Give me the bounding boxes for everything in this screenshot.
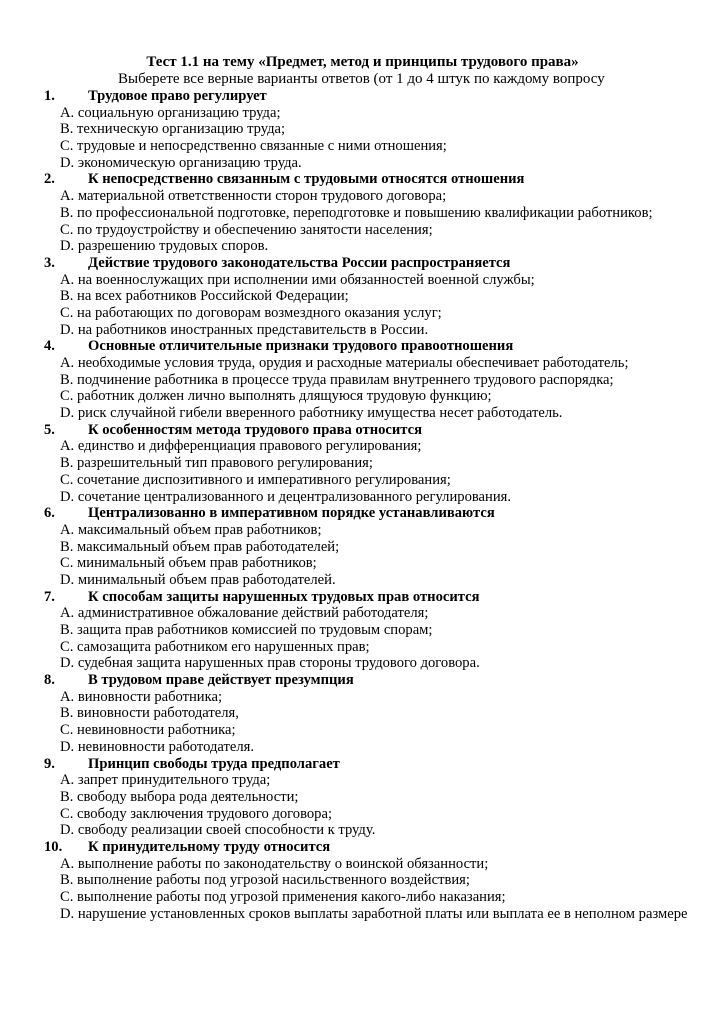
question-5 — [0, 422, 725, 505]
answer-option: D. риск случайной гибели вверенного работнику имущества несет работодатель. — [60, 405, 563, 422]
answer-option: B. разрешительный тип правового регулирования; — [60, 455, 373, 472]
question-text: Централизованно в императивном порядке устанавливаются — [88, 505, 495, 522]
question-4 — [0, 338, 725, 421]
question-heading — [0, 756, 725, 773]
question-number: 10. — [44, 838, 63, 855]
question-heading — [0, 422, 725, 439]
answer-option: A. необходимые условия труда, орудия и расходные материалы обеспечивает работодатель; — [60, 355, 629, 371]
answer-option: D. свободу реализации своей способности к труду. — [60, 822, 376, 839]
question-10 — [0, 839, 725, 922]
question-number: 7. — [44, 588, 55, 605]
answer-option: B. защита прав работников комиссией по трудовым спорам; — [60, 622, 433, 638]
answer-option: A. максимальный объем прав работников; — [60, 521, 322, 538]
question-number: 3. — [44, 254, 55, 271]
question-number: 9. — [44, 755, 55, 772]
question-list — [0, 88, 725, 922]
document-instructions: Выберете все верные варианты ответов (от 1 до 4 штук по каждому вопросу — [118, 71, 605, 87]
question-text: Принцип свободы труда предполагает — [88, 755, 340, 772]
answer-option: D. экономическую организацию труда. — [60, 154, 302, 171]
answer-option: C. трудовые и непосредственно связанные с ними отношения; — [60, 138, 447, 155]
answer-option: B. техническую организацию труда; — [60, 121, 286, 138]
answer-option: D. нарушение установленных сроков выплаты заработной платы или выплата ее в неполном размере — [60, 905, 688, 922]
question-6 — [0, 505, 725, 588]
question-heading — [0, 839, 725, 856]
question-heading — [0, 88, 725, 105]
answer-option: C. сочетание диспозитивного и императивного регулирования; — [60, 471, 451, 488]
answer-option: A. виновности работника; — [60, 688, 223, 705]
question-heading — [0, 505, 725, 522]
answer-option: D. судебная защита нарушенных прав стороны трудового договора. — [60, 655, 480, 672]
question-text: К непосредственно связанным с трудовыми относятся отношения — [88, 171, 525, 188]
answer-option: A. материальной ответственности сторон трудового договора; — [60, 188, 447, 205]
question-text: В трудовом праве действует презумпция — [88, 672, 354, 689]
question-text: Трудовое право регулирует — [88, 88, 267, 104]
question-7 — [0, 589, 725, 672]
question-heading — [0, 255, 725, 272]
answer-option: D. сочетание централизованного и децентрализованного регулирования. — [60, 488, 512, 505]
question-8 — [0, 672, 725, 755]
answer-option: B. свободу выбора рода деятельности; — [60, 788, 299, 805]
question-heading — [0, 171, 725, 188]
answer-option: C. минимальный объем прав работников; — [60, 555, 317, 572]
answer-option: A. запрет принудительного труда; — [60, 772, 271, 789]
answer-option: D. минимальный объем прав работодателей. — [60, 571, 336, 588]
question-number: 5. — [44, 421, 55, 438]
question-heading — [0, 672, 725, 689]
question-text: Основные отличительные признаки трудового правоотношения — [88, 338, 514, 355]
answer-option: B. на всех работников Российской Федерации; — [60, 288, 349, 305]
answer-option: C. выполнение работы под угрозой применения какого-либо наказания; — [60, 889, 506, 905]
question-9 — [0, 756, 725, 839]
question-text: Действие трудового законодательства России распространяется — [88, 254, 511, 271]
answer-option: D. невиновности работодателя. — [60, 738, 254, 755]
answer-option: B. подчинение работника в процессе труда правилам внутреннего трудового распорядка; — [60, 371, 614, 388]
answer-option: A. административное обжалование действий работодателя; — [60, 605, 429, 622]
answer-option: B. максимальный объем прав работодателей; — [60, 538, 340, 555]
document-title: Тест 1.1 на тему «Предмет, метод и принципы трудового права» — [146, 54, 579, 70]
answer-option: B. по профессиональной подготовке, переподготовке и повышению квалификации работников; — [60, 204, 653, 221]
question-number: 8. — [44, 672, 55, 689]
answer-option: D. на работников иностранных представительств в России. — [60, 321, 429, 338]
question-number: 6. — [44, 505, 55, 522]
answer-option: A. единство и дифференциация правового регулирования; — [60, 438, 422, 455]
question-number: 1. — [44, 88, 55, 104]
answer-option: C. невиновности работника; — [60, 722, 236, 739]
question-heading — [0, 338, 725, 355]
question-number: 4. — [44, 338, 55, 355]
answer-option: A. социальную организацию труда; — [60, 104, 281, 121]
answer-option: D. разрешению трудовых споров. — [60, 238, 269, 255]
answer-option: A. выполнение работы по законодательству о воинской обязанности; — [60, 855, 489, 872]
answer-option: A. на военнослужащих при исполнении ими обязанностей военной службы; — [60, 271, 535, 288]
answer-option: C. по трудоустройству и обеспечению занятости населения; — [60, 221, 433, 238]
answer-option: B. виновности работодателя, — [60, 705, 239, 722]
question-heading — [0, 589, 725, 606]
answer-option: C. самозащита работником его нарушенных прав; — [60, 638, 370, 655]
answer-option: C. на работающих по договорам возмездного оказания услуг; — [60, 304, 442, 321]
question-text: К особенностям метода трудового права относится — [88, 421, 423, 438]
question-1 — [0, 88, 725, 171]
question-2 — [0, 171, 725, 254]
question-text: К принудительному труду относится — [88, 838, 331, 855]
answer-option: B. выполнение работы под угрозой насильственного воздействия; — [60, 872, 470, 889]
question-text: К способам защиты нарушенных трудовых прав относится — [88, 588, 480, 605]
question-3 — [0, 255, 725, 338]
answer-option: C. свободу заключения трудового договора; — [60, 805, 332, 822]
question-number: 2. — [44, 171, 55, 188]
answer-option: C. работник должен лично выполнять длящуюся трудовую функцию; — [60, 388, 492, 405]
